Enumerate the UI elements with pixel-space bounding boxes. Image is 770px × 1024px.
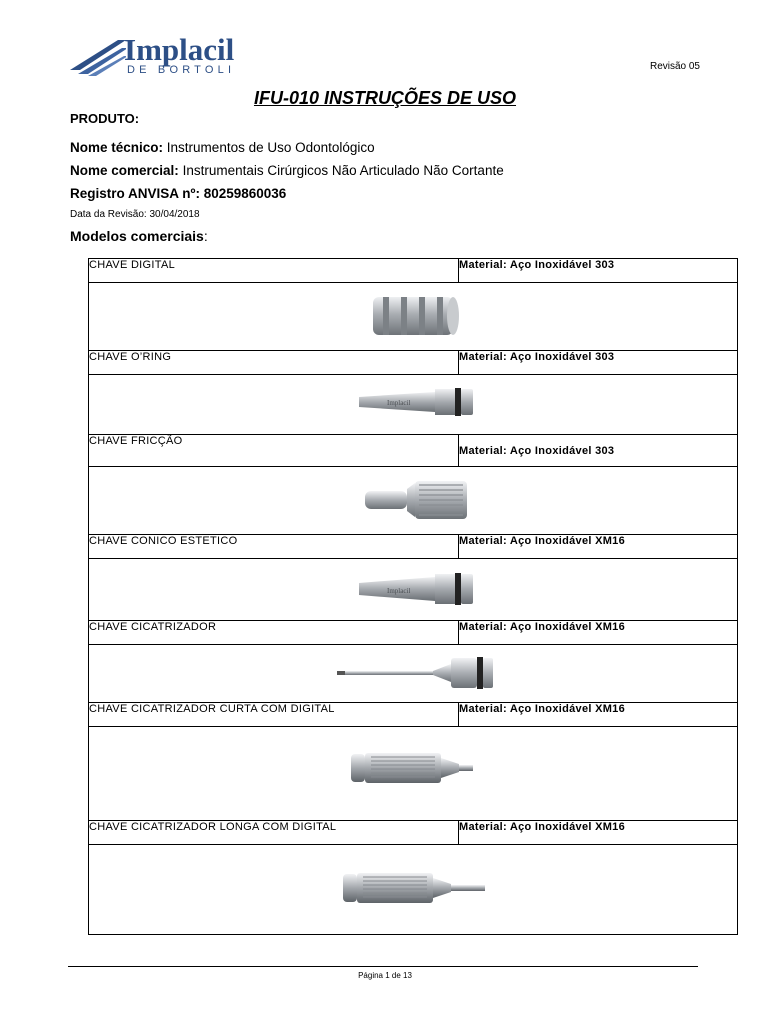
model-material: Material: Aço Inoxidável 303 bbox=[459, 435, 738, 467]
table-row bbox=[89, 467, 738, 535]
model-image-cell bbox=[89, 559, 738, 621]
nome-comercial bbox=[70, 163, 504, 178]
document-title-wrap bbox=[0, 88, 770, 109]
table-row bbox=[89, 283, 738, 351]
digital-key-icon bbox=[365, 291, 465, 341]
modelos-heading bbox=[70, 228, 208, 244]
table-row bbox=[89, 259, 738, 283]
table-row bbox=[89, 703, 738, 727]
oring-key-icon bbox=[357, 385, 477, 419]
nome-tecnico-value: Instrumentos de Uso Odontológico bbox=[166, 140, 375, 155]
model-material: Material: Aço Inoxidável XM16 bbox=[459, 703, 738, 727]
table-row bbox=[89, 535, 738, 559]
registro-anvisa-text: Registro ANVISA nº: 80259860036 bbox=[70, 186, 287, 201]
nome-tecnico bbox=[70, 140, 375, 155]
conical-key-icon bbox=[357, 570, 477, 608]
model-name: CHAVE O’RING bbox=[89, 351, 459, 375]
logo-wordmark: Implacil bbox=[124, 32, 235, 67]
table-row bbox=[89, 559, 738, 621]
document-title: IFU-010 INSTRUÇÕES DE USO bbox=[253, 88, 517, 108]
logo-wing-icon bbox=[70, 36, 126, 76]
modelos-colon: : bbox=[203, 228, 208, 244]
model-image-cell bbox=[89, 467, 738, 535]
model-image-cell bbox=[89, 845, 738, 935]
model-name: CHAVE FRICÇÃO bbox=[89, 435, 459, 467]
model-image-cell bbox=[89, 727, 738, 821]
models-table bbox=[88, 258, 738, 935]
model-name: CHAVE CICATRIZADOR CURTA COM DIGITAL bbox=[89, 703, 459, 727]
long-healing-key-icon bbox=[341, 868, 491, 908]
table-row bbox=[89, 435, 738, 467]
nome-comercial-label: Nome comercial: bbox=[70, 163, 179, 178]
revision-date: Data da Revisão: 30/04/2018 bbox=[70, 209, 200, 220]
registro-anvisa bbox=[70, 186, 286, 201]
model-material: Material: Aço Inoxidável 303 bbox=[459, 259, 738, 283]
model-material: Material: Aço Inoxidável XM16 bbox=[459, 821, 738, 845]
table-row bbox=[89, 621, 738, 645]
model-image-cell bbox=[89, 375, 738, 435]
healing-key-icon bbox=[335, 652, 495, 694]
svg-text:Implacil: Implacil bbox=[387, 586, 411, 595]
short-healing-key-icon bbox=[349, 748, 479, 788]
model-name: CHAVE CONICO ESTETICO bbox=[89, 535, 459, 559]
page-number: Página 1 de 13 bbox=[358, 971, 412, 980]
model-image-cell bbox=[89, 645, 738, 703]
model-name: CHAVE DIGITAL bbox=[89, 259, 459, 283]
footer-divider bbox=[68, 966, 698, 967]
model-material: Material: Aço Inoxidável 303 bbox=[459, 351, 738, 375]
modelos-label: Modelos comerciais bbox=[70, 228, 204, 244]
revision-label: Revisão 05 bbox=[649, 61, 700, 72]
svg-text:Implacil: Implacil bbox=[387, 398, 411, 407]
model-image-cell bbox=[89, 283, 738, 351]
table-row bbox=[89, 845, 738, 935]
model-material: Material: Aço Inoxidável XM16 bbox=[459, 621, 738, 645]
table-row bbox=[89, 375, 738, 435]
company-logo bbox=[70, 34, 245, 80]
logo-subtitle: DE BORTOLI bbox=[127, 64, 236, 76]
nome-comercial-value: Instrumentais Cirúrgicos Não Articulado Não Cortante bbox=[182, 163, 504, 178]
nome-tecnico-label: Nome técnico: bbox=[70, 140, 164, 155]
model-name: CHAVE CICATRIZADOR LONGA COM DIGITAL bbox=[89, 821, 459, 845]
table-row bbox=[89, 821, 738, 845]
section-produto: PRODUTO: bbox=[70, 111, 140, 126]
model-material: Material: Aço Inoxidável XM16 bbox=[459, 535, 738, 559]
table-row bbox=[89, 351, 738, 375]
table-row bbox=[89, 727, 738, 821]
friction-key-icon bbox=[363, 477, 473, 523]
table-row bbox=[89, 645, 738, 703]
model-name: CHAVE CICATRIZADOR bbox=[89, 621, 459, 645]
